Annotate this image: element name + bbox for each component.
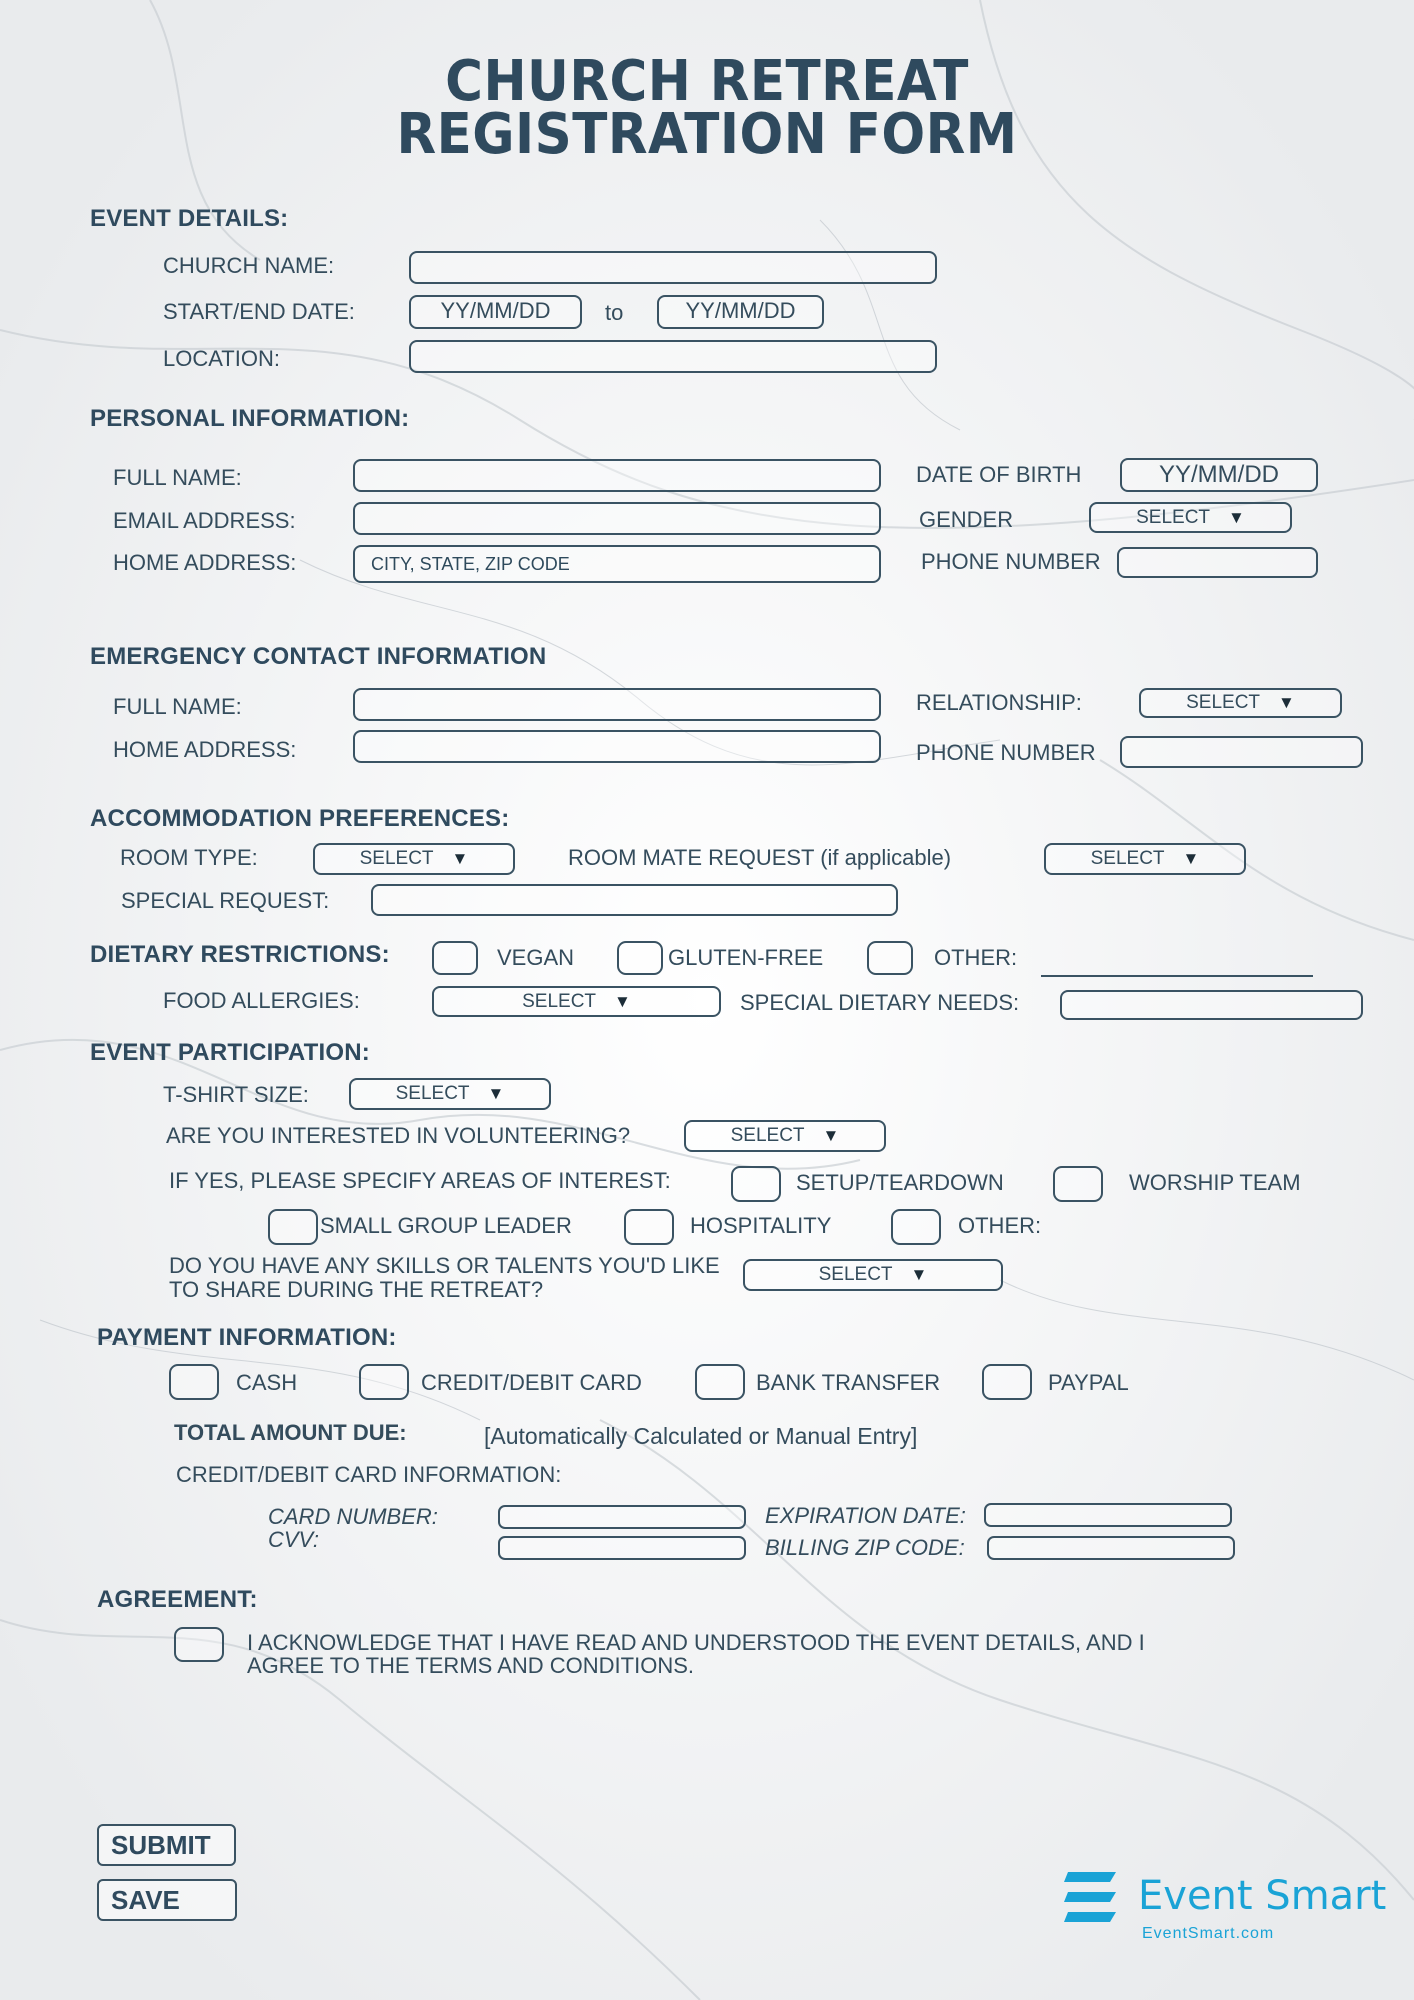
gender-select-value: SELECT <box>1136 506 1211 528</box>
church-name-label: CHURCH NAME: <box>163 253 335 278</box>
roommate-select-value: SELECT <box>1090 848 1165 869</box>
expiration-date-input[interactable] <box>984 1503 1232 1527</box>
gender-select[interactable] <box>1089 502 1292 533</box>
room-type-select-value: SELECT <box>359 848 434 869</box>
full-name-input[interactable] <box>353 459 881 492</box>
start-end-date-label: START/END DATE: <box>163 299 355 324</box>
cvv-label: CVV: <box>268 1527 319 1552</box>
card-label: CREDIT/DEBIT CARD <box>421 1370 642 1395</box>
agreement-heading: AGREEMENT: <box>97 1586 258 1613</box>
cash-label: CASH <box>236 1370 298 1395</box>
roommate-select[interactable] <box>1044 843 1246 875</box>
special-request-label: SPECIAL REQUEST: <box>121 888 330 913</box>
card-info-label: CREDIT/DEBIT CARD INFORMATION: <box>176 1462 562 1487</box>
tshirt-select-value: SELECT <box>395 1083 470 1104</box>
participation-other-checkbox[interactable] <box>891 1209 941 1245</box>
phone-label: PHONE NUMBER <box>921 549 1101 574</box>
chevron-down-icon: ▼ <box>487 1084 505 1103</box>
setup-teardown-checkbox[interactable] <box>731 1166 781 1202</box>
agreement-text-line2: AGREE TO THE TERMS AND CONDITIONS. <box>247 1653 695 1678</box>
relationship-label: RELATIONSHIP: <box>916 690 1082 715</box>
home-address-input[interactable]: CITY, STATE, ZIP CODE <box>353 545 881 583</box>
cvv-input[interactable] <box>498 1536 746 1560</box>
billing-zip-input[interactable] <box>987 1536 1235 1560</box>
dietary-other-checkbox[interactable] <box>867 941 913 975</box>
event-smart-logo-icon <box>1064 1868 1120 1926</box>
card-number-input[interactable] <box>498 1505 746 1529</box>
billing-zip-label: BILLING ZIP CODE: <box>765 1535 965 1560</box>
event-details-heading: EVENT DETAILS: <box>90 205 289 232</box>
special-dietary-needs-label: SPECIAL DIETARY NEEDS: <box>740 990 1020 1015</box>
phone-input[interactable] <box>1117 547 1318 578</box>
bank-transfer-label: BANK TRANSFER <box>756 1370 941 1395</box>
emergency-full-name-input[interactable] <box>353 688 881 721</box>
agreement-checkbox[interactable] <box>174 1627 224 1662</box>
hospitality-checkbox[interactable] <box>624 1209 674 1245</box>
tshirt-label: T-SHIRT SIZE: <box>163 1082 309 1107</box>
special-dietary-needs-input[interactable] <box>1060 990 1363 1020</box>
special-request-input[interactable] <box>371 884 898 916</box>
vegan-label: VEGAN <box>497 945 575 970</box>
skills-question-line1: DO YOU HAVE ANY SKILLS OR TALENTS YOU'D LIKE <box>169 1253 720 1278</box>
location-label: LOCATION: <box>163 346 280 371</box>
gluten-free-label: GLUTEN-FREE <box>668 945 824 970</box>
dietary-other-label: OTHER: <box>934 945 1018 970</box>
home-address-label: HOME ADDRESS: <box>113 550 297 575</box>
roommate-label: ROOM MATE REQUEST (if applicable) <box>568 845 952 870</box>
end-date-input[interactable]: YY/MM/DD <box>657 295 824 329</box>
worship-team-label: WORSHIP TEAM <box>1129 1170 1301 1195</box>
date-to-text: to <box>605 300 624 325</box>
emergency-phone-input[interactable] <box>1120 736 1363 768</box>
personal-info-heading: PERSONAL INFORMATION: <box>90 405 410 432</box>
location-input[interactable] <box>409 340 937 373</box>
gluten-free-checkbox[interactable] <box>617 941 663 975</box>
small-group-leader-label: SMALL GROUP LEADER <box>320 1213 572 1238</box>
vegan-checkbox[interactable] <box>432 941 478 975</box>
emergency-home-address-label: HOME ADDRESS: <box>113 737 297 762</box>
email-input[interactable] <box>353 502 881 535</box>
bank-transfer-checkbox[interactable] <box>695 1364 745 1400</box>
emergency-phone-label: PHONE NUMBER <box>916 740 1096 765</box>
chevron-down-icon: ▼ <box>1182 849 1200 868</box>
chevron-down-icon: ▼ <box>822 1126 840 1145</box>
accommodation-heading: ACCOMMODATION PREFERENCES: <box>90 805 510 832</box>
agreement-text-line1: I ACKNOWLEDGE THAT I HAVE READ AND UNDERSTOOD THE EVENT DETAILS, AND I <box>247 1630 1145 1655</box>
card-checkbox[interactable] <box>359 1364 409 1400</box>
chevron-down-icon: ▼ <box>910 1265 928 1284</box>
participation-heading: EVENT PARTICIPATION: <box>90 1039 370 1066</box>
chevron-down-icon: ▼ <box>451 849 469 868</box>
participation-other-label: OTHER: <box>958 1213 1042 1238</box>
volunteer-select[interactable] <box>684 1120 886 1152</box>
tshirt-select[interactable] <box>349 1078 551 1110</box>
food-allergies-label: FOOD ALLERGIES: <box>163 988 360 1013</box>
paypal-label: PAYPAL <box>1048 1370 1129 1395</box>
church-name-input[interactable] <box>409 251 937 284</box>
dob-label: DATE OF BIRTH <box>916 462 1082 487</box>
chevron-down-icon: ▼ <box>1228 507 1245 527</box>
room-type-select[interactable] <box>313 843 515 875</box>
skills-question-line2: TO SHARE DURING THE RETREAT? <box>169 1277 544 1302</box>
expiration-date-label: EXPIRATION DATE: <box>765 1503 966 1528</box>
setup-teardown-label: SETUP/TEARDOWN <box>796 1170 1004 1195</box>
dietary-other-line[interactable] <box>1041 975 1313 977</box>
form-title-line2: REGISTRATION FORM <box>396 102 1018 167</box>
start-date-input[interactable]: YY/MM/DD <box>409 295 582 329</box>
total-due-label: TOTAL AMOUNT DUE: <box>174 1420 407 1445</box>
total-due-value: [Automatically Calculated or Manual Entry] <box>484 1423 918 1449</box>
form-title-line1: CHURCH RETREAT <box>445 49 969 114</box>
dob-input[interactable]: YY/MM/DD <box>1120 458 1318 492</box>
emergency-heading: EMERGENCY CONTACT INFORMATION <box>90 643 547 670</box>
payment-heading: PAYMENT INFORMATION: <box>97 1324 397 1351</box>
food-allergies-select[interactable] <box>432 986 721 1017</box>
full-name-label: FULL NAME: <box>113 465 242 490</box>
worship-team-checkbox[interactable] <box>1053 1166 1103 1202</box>
volunteer-select-value: SELECT <box>730 1125 805 1146</box>
brand-url[interactable]: EventSmart.com <box>1142 1925 1275 1942</box>
chevron-down-icon: ▼ <box>614 991 631 1011</box>
submit-button[interactable]: SUBMIT <box>97 1824 236 1866</box>
skills-select[interactable] <box>743 1259 1003 1291</box>
chevron-down-icon: ▼ <box>1278 693 1295 712</box>
areas-of-interest-label: IF YES, PLEASE SPECIFY AREAS OF INTEREST: <box>169 1168 671 1193</box>
food-allergies-select-value: SELECT <box>522 990 597 1012</box>
relationship-select[interactable] <box>1139 688 1342 718</box>
emergency-home-address-input[interactable] <box>353 730 881 763</box>
brand-name: Event Smart <box>1138 1873 1387 1919</box>
skills-select-value: SELECT <box>818 1264 893 1285</box>
emergency-full-name-label: FULL NAME: <box>113 694 242 719</box>
card-number-label: CARD NUMBER: <box>268 1504 438 1529</box>
cash-checkbox[interactable] <box>169 1364 219 1400</box>
save-button[interactable]: SAVE <box>97 1879 237 1921</box>
hospitality-label: HOSPITALITY <box>690 1213 832 1238</box>
gender-label: GENDER <box>919 507 1014 532</box>
dietary-heading: DIETARY RESTRICTIONS: <box>90 941 390 968</box>
volunteer-label: ARE YOU INTERESTED IN VOLUNTEERING? <box>166 1123 631 1148</box>
paypal-checkbox[interactable] <box>982 1364 1032 1400</box>
email-label: EMAIL ADDRESS: <box>113 508 296 533</box>
relationship-select-value: SELECT <box>1186 692 1261 713</box>
room-type-label: ROOM TYPE: <box>120 845 258 870</box>
small-group-leader-checkbox[interactable] <box>268 1209 318 1245</box>
